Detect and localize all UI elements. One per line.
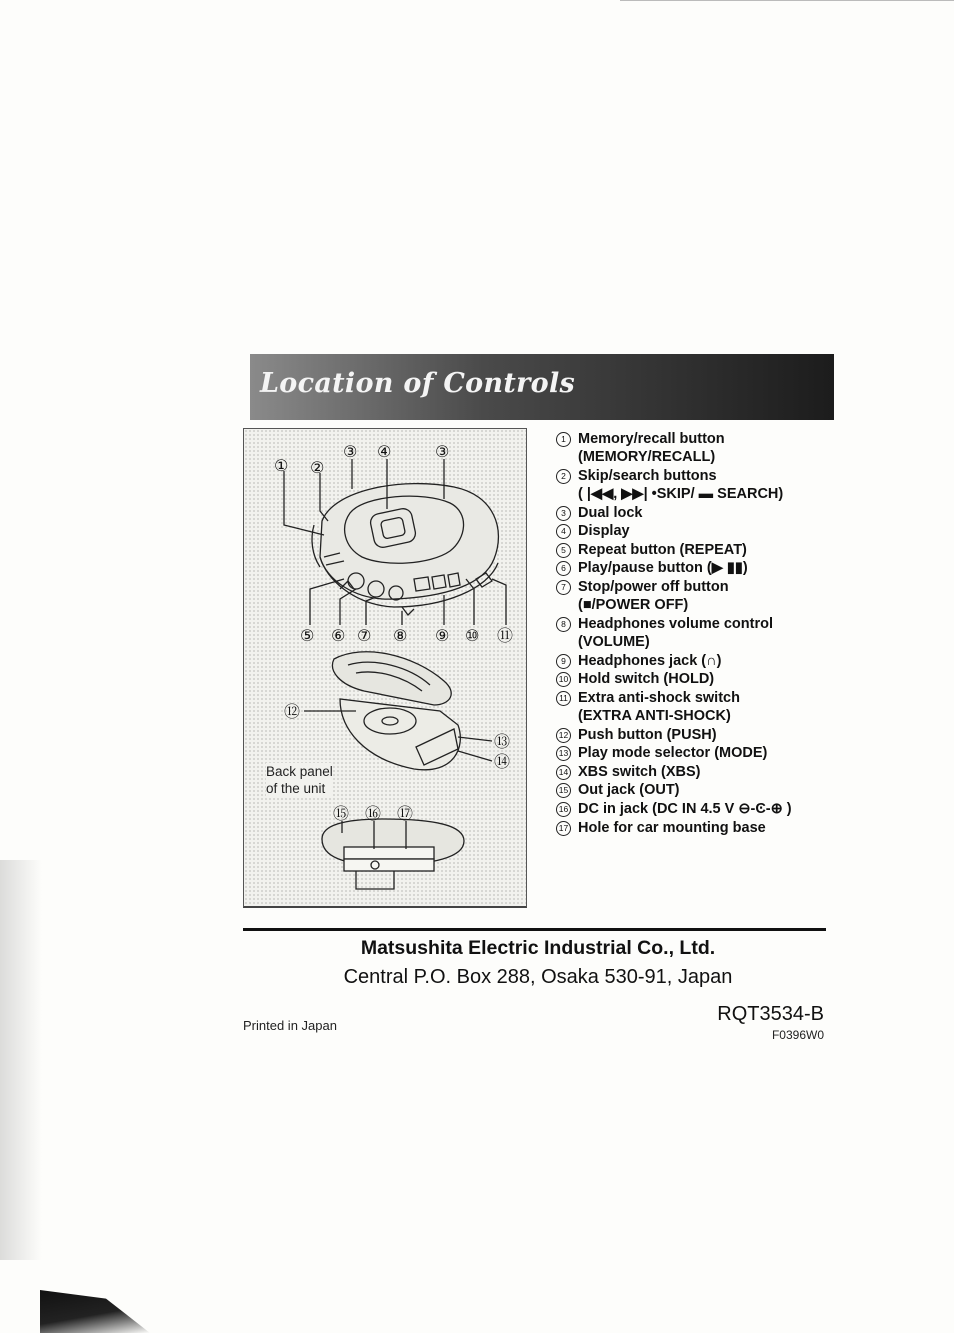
item-label-line2: (VOLUME) bbox=[578, 633, 650, 650]
callout-3a: ③ bbox=[343, 442, 358, 461]
callout-16: ⑯ bbox=[365, 804, 382, 823]
item-label: XBS switch (XBS) bbox=[578, 763, 701, 780]
control-item bbox=[556, 559, 846, 577]
control-item bbox=[556, 430, 846, 466]
item-label: Dual lock bbox=[578, 504, 643, 521]
callout-14: ⑭ bbox=[494, 752, 511, 771]
item-number-badge: 1 bbox=[556, 432, 571, 447]
control-item bbox=[556, 504, 846, 522]
company-name: Matsushita Electric Industrial Co., Ltd. bbox=[360, 937, 716, 959]
controls-illustration bbox=[243, 428, 527, 908]
item-number-badge: 15 bbox=[556, 783, 571, 798]
control-item bbox=[556, 541, 846, 559]
control-item bbox=[556, 744, 846, 762]
item-number-badge: 8 bbox=[556, 617, 571, 632]
document-subcode: F0396W0 bbox=[771, 1028, 824, 1042]
callout-4: ④ bbox=[377, 442, 392, 461]
item-label: Out jack (OUT) bbox=[578, 782, 680, 799]
section-title: Location of Controls bbox=[260, 368, 576, 399]
back-panel-label bbox=[266, 763, 333, 797]
callout-1: ① bbox=[274, 456, 289, 475]
item-label: Extra anti-shock switch bbox=[578, 689, 740, 706]
control-item bbox=[556, 670, 846, 688]
item-number-badge: 14 bbox=[556, 765, 571, 780]
callout-11: ⑪ bbox=[497, 626, 514, 645]
scan-shadow-left bbox=[0, 860, 60, 1260]
control-item bbox=[556, 522, 846, 540]
control-item bbox=[556, 689, 846, 725]
callout-5: ⑤ bbox=[300, 626, 315, 645]
callout-8: ⑧ bbox=[393, 626, 408, 645]
callout-7: ⑦ bbox=[357, 626, 372, 645]
item-label: Memory/recall button bbox=[578, 431, 725, 447]
company-address: Central P.O. Box 288, Osaka 530-91, Japan bbox=[343, 966, 733, 988]
item-label: Headphones jack (∩) bbox=[578, 652, 722, 669]
item-label-line2: (EXTRA ANTI-SHOCK) bbox=[578, 707, 731, 724]
item-label: Stop/power off button bbox=[578, 578, 729, 595]
callout-10: ⑩ bbox=[465, 626, 480, 645]
item-label: Play/pause button (▶ ▮▮) bbox=[578, 560, 748, 577]
item-number-badge: 6 bbox=[556, 561, 571, 576]
item-label: Repeat button (REPEAT) bbox=[578, 541, 747, 558]
item-label: Push button (PUSH) bbox=[578, 726, 717, 743]
item-number-badge: 11 bbox=[556, 691, 571, 706]
control-item bbox=[556, 819, 846, 837]
footer-rule bbox=[243, 928, 826, 931]
scan-corner-shadow bbox=[40, 1290, 150, 1333]
item-label: Hold switch (HOLD) bbox=[578, 671, 715, 688]
control-item bbox=[556, 763, 846, 781]
item-label-line2: ( |◀◀, ▶▶| •SKIP/ ▬ SEARCH) bbox=[578, 486, 784, 502]
item-number-badge: 4 bbox=[556, 524, 571, 539]
control-item bbox=[556, 726, 846, 744]
control-item bbox=[556, 467, 846, 503]
item-label: Hole for car mounting base bbox=[578, 819, 766, 836]
item-label-line2: (MEMORY/RECALL) bbox=[578, 449, 716, 466]
control-item bbox=[556, 781, 846, 799]
item-number-badge: 12 bbox=[556, 728, 571, 743]
item-label: DC in jack (DC IN 4.5 V ⊖-Ͼ-⊕ ) bbox=[578, 800, 792, 817]
callout-2: ② bbox=[310, 458, 325, 477]
item-number-badge: 17 bbox=[556, 821, 571, 836]
callout-13: ⑬ bbox=[494, 732, 511, 751]
callout-12: ⑫ bbox=[284, 702, 301, 721]
control-item bbox=[556, 800, 846, 818]
controls-list bbox=[556, 430, 846, 837]
item-number-badge: 10 bbox=[556, 672, 571, 687]
back-panel-label-line2: of the unit bbox=[266, 781, 326, 796]
item-label: Headphones volume control bbox=[578, 615, 773, 632]
callout-6: ⑥ bbox=[331, 626, 346, 645]
callout-9: ⑨ bbox=[435, 626, 450, 645]
item-label-line2: (■/POWER OFF) bbox=[578, 597, 689, 614]
item-number-badge: 5 bbox=[556, 543, 571, 558]
document-code: RQT3534-B bbox=[717, 1003, 824, 1025]
item-number-badge: 9 bbox=[556, 654, 571, 669]
callout-17: ⑰ bbox=[397, 804, 414, 823]
item-number-badge: 2 bbox=[556, 469, 571, 484]
item-number-badge: 13 bbox=[556, 746, 571, 761]
printed-in-label: Printed in Japan bbox=[243, 1018, 337, 1033]
scan-top-line bbox=[620, 0, 954, 1]
item-number-badge: 3 bbox=[556, 506, 571, 521]
section-title-bar bbox=[250, 354, 834, 420]
callout-15: ⑮ bbox=[333, 804, 350, 823]
control-item bbox=[556, 615, 846, 651]
control-item bbox=[556, 578, 846, 614]
control-item bbox=[556, 652, 846, 670]
callout-3b: ③ bbox=[435, 442, 450, 461]
item-number-badge: 16 bbox=[556, 802, 571, 817]
cd-player-drawing bbox=[244, 429, 527, 908]
item-label: Skip/search buttons bbox=[578, 467, 717, 484]
item-number-badge: 7 bbox=[556, 580, 571, 595]
back-panel-label-line1: Back panel bbox=[266, 764, 333, 779]
item-label: Play mode selector (MODE) bbox=[578, 745, 768, 762]
item-label: Display bbox=[578, 523, 630, 540]
